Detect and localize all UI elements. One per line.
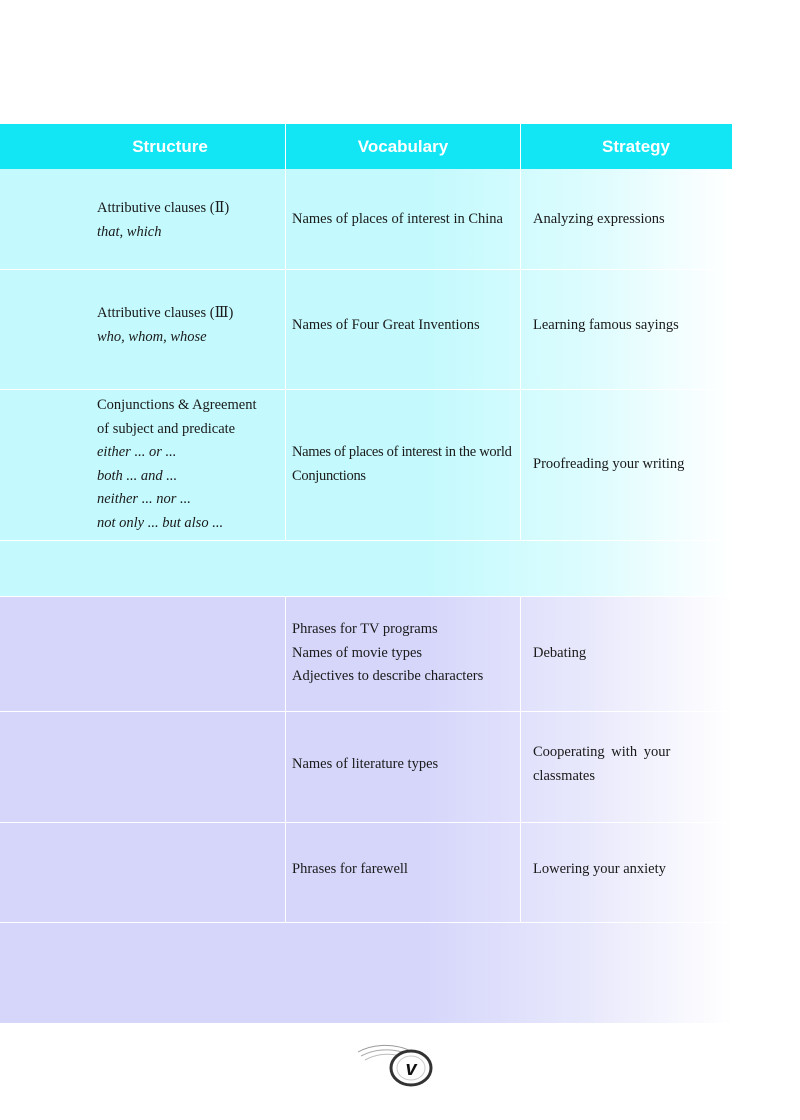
vocabulary-text: Names of places of interest in the world [292,444,512,460]
row6-vocabulary [292,858,408,882]
column-divider [520,169,521,540]
header-vocabulary: Vocabulary [357,137,449,156]
structure-example: not only ... but also ... [97,514,224,531]
row3-vocabulary [292,441,512,488]
row-divider [0,922,732,923]
strategy-text: Debating [533,645,587,661]
row3-strategy [533,453,684,477]
column-divider [520,596,521,922]
header-divider [520,124,521,169]
row2-structure [97,302,233,349]
structure-example: who, whom, whose [97,328,207,345]
row3-structure [97,394,256,535]
vocabulary-text: Names of Four Great Inventions [292,317,480,333]
strategy-text: Lowering your anxiety [533,861,666,877]
structure-example: both ... and ... [97,467,178,484]
row5-vocabulary [292,753,438,777]
structure-text: Attributive clauses (Ⅲ) [97,305,234,321]
row2-strategy [533,314,679,338]
swoosh-icon [356,1038,436,1092]
structure-text: Conjunctions & Agreement [97,397,257,413]
vocabulary-text: Phrases for TV programs [292,621,438,637]
structure-text: Attributive clauses (Ⅱ) [97,200,230,216]
row1-structure [97,197,229,244]
row-divider [0,269,732,270]
row-divider [0,822,732,823]
header-divider [285,124,286,169]
row4-strategy [533,642,586,666]
structure-text: of subject and predicate [97,420,236,437]
strategy-text: classmates [533,767,596,784]
row1-strategy [533,208,665,232]
row4-vocabulary [292,618,483,689]
strategy-text: Cooperating with your [533,744,671,760]
strategy-text: Proofreading your writing [533,456,685,472]
page-mark-text: v [405,1058,417,1080]
row-divider [0,711,732,712]
row6-strategy [533,858,666,882]
vocabulary-text: Adjectives to describe characters [292,668,484,684]
column-divider [285,596,286,922]
column-divider [285,169,286,540]
structure-example: either ... or ... [97,444,177,460]
vocabulary-text: Names of places of interest in China [292,211,503,227]
header-structure: Structure [132,137,208,156]
row5-strategy [533,741,670,788]
header-strategy: Strategy [601,137,671,156]
strategy-text: Learning famous sayings [533,317,679,333]
row-divider [0,540,732,541]
page-number-logo [356,1038,436,1092]
row-divider [0,389,732,390]
vocabulary-text: Names of movie types [292,644,423,661]
structure-example: neither ... nor ... [97,491,191,507]
strategy-text: Analyzing expressions [533,211,665,227]
vocabulary-text: Conjunctions [292,467,366,484]
vocabulary-text: Names of literature types [292,756,439,772]
row2-vocabulary [292,314,480,338]
vocabulary-text: Phrases for farewell [292,861,408,877]
structure-example: that, which [97,223,162,240]
row1-vocabulary [292,208,503,232]
section-divider [0,596,732,597]
table-header [0,124,732,169]
